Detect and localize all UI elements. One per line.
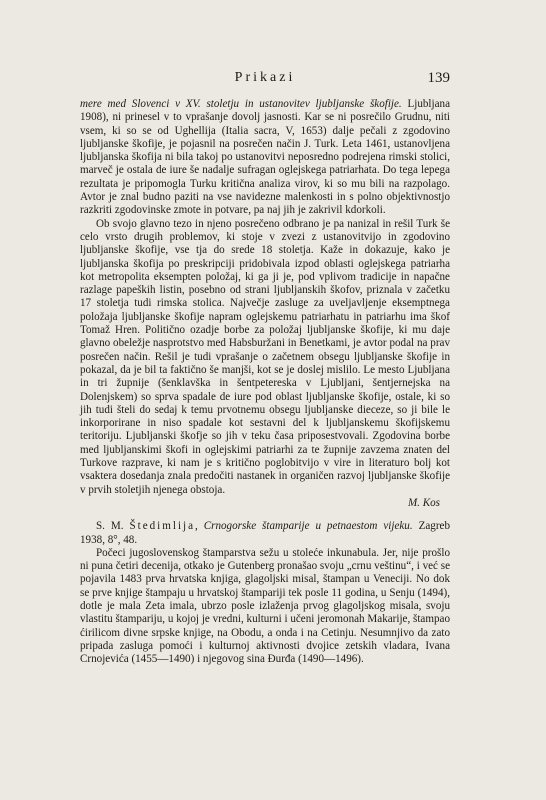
page-number: 139 — [427, 70, 450, 86]
review1-paragraph-1 — [80, 98, 450, 218]
running-head: Prikazi — [234, 70, 296, 85]
page-header — [80, 70, 450, 90]
page-body — [80, 98, 450, 666]
review1-signature: M. Kos — [407, 496, 440, 509]
review2-publication-info: Zagreb 1938, 8°, 48. — [80, 520, 450, 546]
review1-title-continuation: mere med Slovenci v XV. stoletju in ustanovitev ljubljanske škofije. — [80, 98, 402, 110]
review1-paragraph-1-text: Ljubljana 1908), ni prinesel v to vprašanje dovolj jasnosti. Kar se ni posrečilo Grudnu, niti vsem, ki so se od Ughellija (Italia sacra, V, 1653) dalje pečali z zgodovino ljubljanske škofije, je pojasnil na posrečen način J. Turk. Leta 1461, ustanovljena ljubljanska škofija ni bila takoj po ustanovitvi neposredno podrejena rimski stolici, marveč je ostala de iure še nadalje sufragan oglejskega patriarhata. Do tega lepega rezultata je pripomogla Turku kritična analiza virov, ki so mu bili na razpolago. Avtor je znal budno paziti na vse navidezne malenkosti in s polno objektivnostjo razkriti zgodovinske zmote in potvare, pa naj jih je zakrivil kdorkoli. — [80, 98, 450, 217]
review1-paragraph-2: Ob svojo glavno tezo in njeno posrečeno odbrano je pa nanizal in rešil Turk še celo vrsto drugih problemov, ki stoje v zvezi z ustanovitvijo in zgodovino ljubljanske škofije, vse tja do srede 18 stoletja. Kaže in dokazuje, kako je ljubljanska škofija po preskripciji pridobivala izpod oblasti oglejskega patriarha kot metropolita eksempten položaj, ki ga ji je, pod vplivom tradicije in napačne razlage papeških listin, posebno od strani ljubljanskih škofov, priznala v začetku 17 stoletja tudi rimska stolica. Največje zasluge za uveljavljenje eksemptnega položaja ljubljanske škofije napram oglejskemu patriarhatu in patriarhu ima škof Tomaž Hren. Politično ozadje borbe za položaj ljubljanske škofije, ki mu daje glavno obeležje nasprotstvo med Habsburžani in Benetkami, je avtor podal na prav posrečen način. Rešil je tudi vprašanje o začetnem obsegu ljubljanske škofije in pokazal, da je bil ta faktično še manjši, kot se je doslej mislilo. Le mesto Ljubljana in tri župnije (šenklavška in šentpetereska v Ljubljani, šentjernejska na Dolenjskem) so sprva spadale de iure pod oblast ljubljanske škofije, ostale, ki so jih tudi šteli do sedaj k temu prvotnemu obsegu ljubljanske dieceze, so ji bile le inkorporirane in niso spadale kot sestavni del k ljubljanskemu škofijskemu teritoriju. Ljubljanski škofje so jih v teku časa priposestvovali. Zgodovina borbe med ljubljanskimi škofi in oglejskimi patriarhi za te župnije zavzema znaten del Turkove razprave, ki nam je s kritično poglobitvijo v vire in literaturo bolj kot vsaktera dosedanja znala predočiti nastanek in organičen razvoj ljubljanske škofije v prvih stoletjih njenega obstoja. — [80, 217, 450, 496]
review2-author-initials: S. M. — [96, 520, 130, 533]
review2-author-surname: Štedimlija — [129, 520, 196, 533]
review2-book-title: Crnogorske štamparije u petnaestom vijeku. — [203, 520, 413, 533]
review2-heading: S. M. Štedimlija, Crnogorske štamparije u petnaestom vijeku. Zagreb 1938, 8°, 48. — [80, 520, 450, 546]
review2-paragraph: Počeci jugoslovenskog štamparstva sežu u stoleće inkunabula. Jer, nije prošlo ni puna četiri decenija, otkako je Gutenberg pronašao svoju „crnu veštinu“, i već se pojavila 1483 prva hrvatska knjiga, glagoljski misal, štampan u Veneciji. No dok se prve knjige štampaju u hrvatskoj štampariji tek posle 11 godina, u Senju (1494), dotle je mala Zeta imala, ubrzo posle izlaženja prvog glagoljskog misala, svoju vlastitu štampariju, u kojoj je vredni, kulturni i učeni jeromonah Makarije, štampao ćirilicom divne srpske knjige, na Obodu, a onda i na Cetinju. Nesumnjivo da zato pripada zasluga pomoći i kulturnoj aktivnosti dvojice zetskih vladara, Ivana Crnojevića (1455—1490) i njegovog sina Đurđa (1490—1496). — [80, 546, 450, 666]
